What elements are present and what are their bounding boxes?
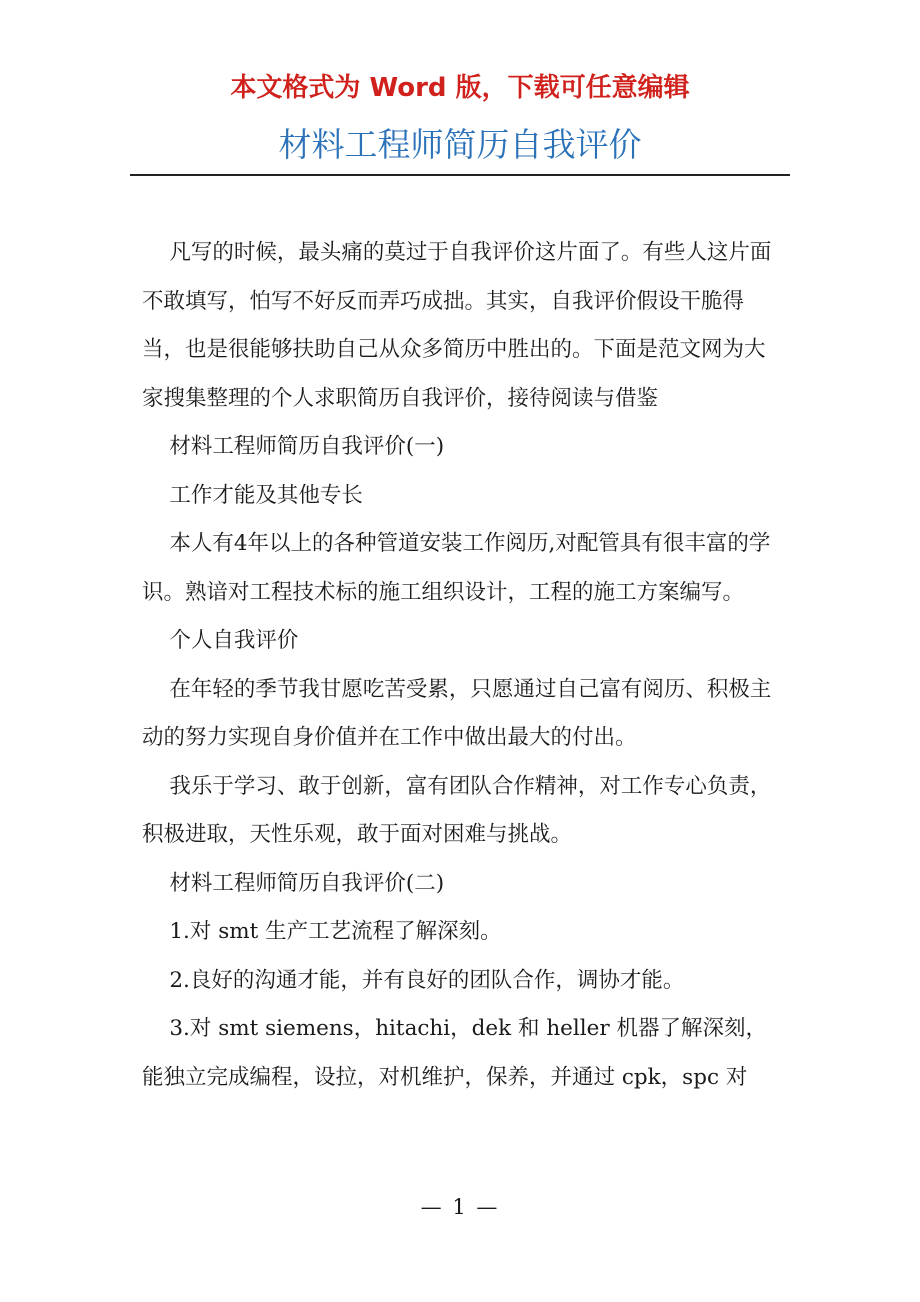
list-item-2: 2.良好的沟通才能，并有良好的团队合作，调协才能。 [169, 967, 685, 993]
subheading-self-evaluation: 个人自我评价 [169, 628, 299, 653]
title-underline-divider [130, 174, 790, 176]
paragraph-self-evaluation-2: 我乐于学习、敢于创新，富有团队合作精神，对工作专心负责，积极进取，天性乐观，敢于面对困难与挑战。 [142, 773, 772, 847]
list-item-1: 1.对 smt 生产工艺流程了解深刻。 [169, 919, 502, 944]
list-item-3: 3.对 smt siemens，hitachi，dek 和 heller 机器了解深刻，能独立完成编程，设拉，对机维护，保养，并通过 cpk，spc 对 [142, 1016, 767, 1090]
paragraph-work-skills: 本人有4年以上的各种管道安装工作阅历,对配管具有很丰富的学识。熟谙对工程技术标的施工组织设计，工程的施工方案编写。 [142, 531, 771, 605]
document-title: 材料工程师简历自我评价 [278, 125, 642, 164]
page-number: — 1 — [420, 1195, 500, 1219]
document-body [142, 229, 784, 1102]
section-heading-two: 材料工程师简历自我评价(二) [169, 870, 445, 896]
paragraph-intro: 凡写的时候，最头痛的莫过于自我评价这片面了。有些人这片面不敢填写，怕写不好反而弄巧成拙。其实，自我评价假设干脆得当，也是很能够扶助自己从众多简历中胜出的。下面是范文网为大家搜集整理的个人求职简历自我评价，接待阅读与借鉴 [142, 240, 772, 411]
subheading-work-skills: 工作才能及其他专长 [169, 482, 363, 508]
format-notice-banner: 本文格式为 Word 版，下载可任意编辑 [230, 73, 690, 103]
section-heading-one: 材料工程师简历自我评价(一) [169, 434, 445, 459]
paragraph-self-evaluation-1: 在年轻的季节我甘愿吃苦受累，只愿通过自己富有阅历、积极主动的努力实现自身价值并在工作中做出最大的付出。 [142, 676, 772, 750]
